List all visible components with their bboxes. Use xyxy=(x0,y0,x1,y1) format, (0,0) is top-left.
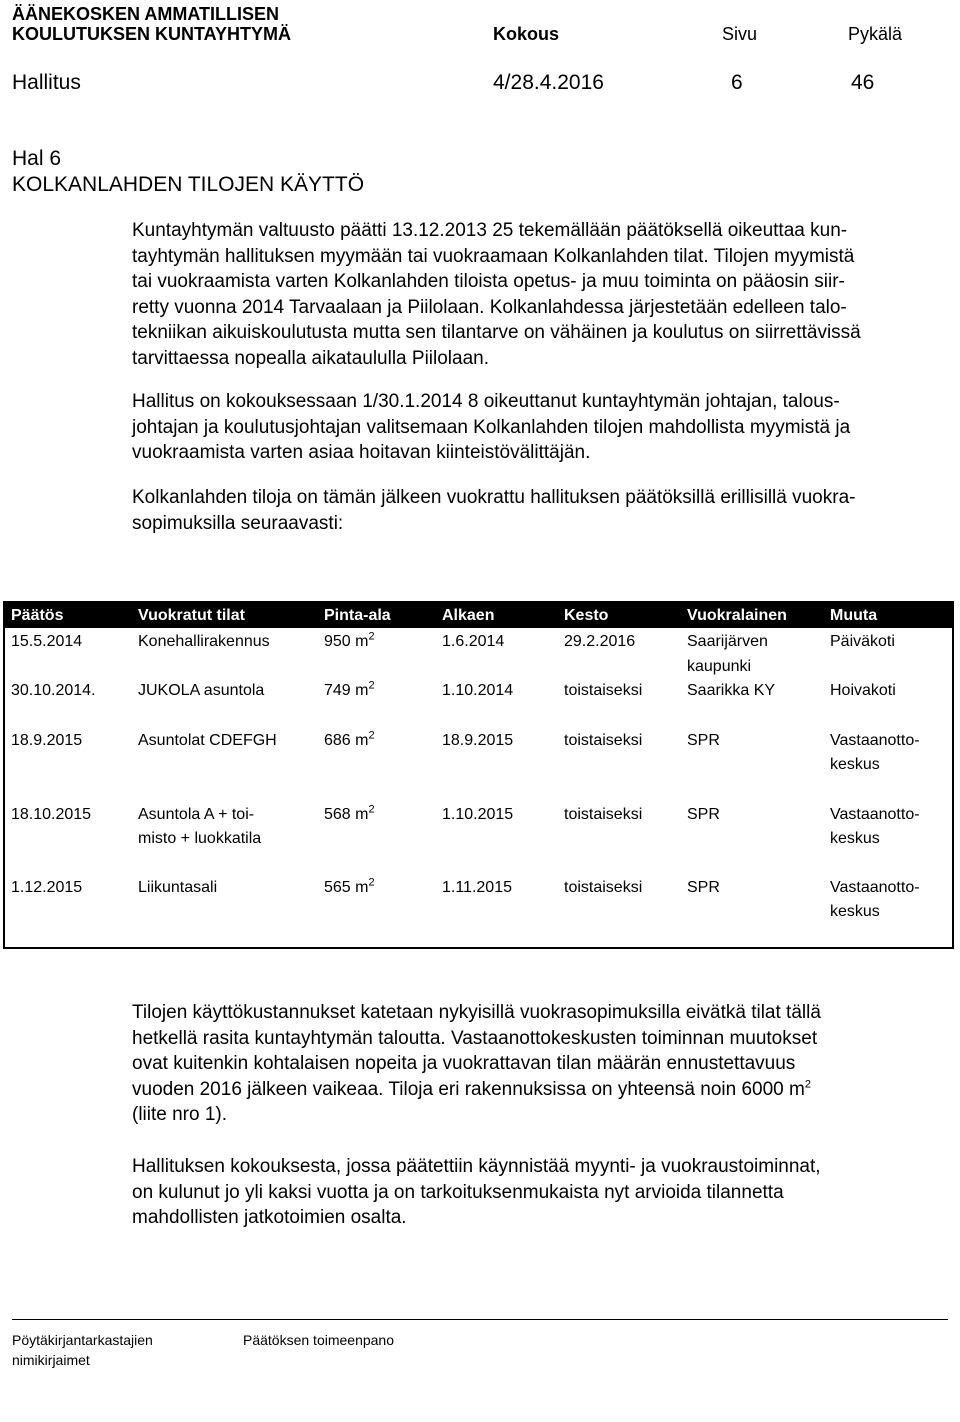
column-header-notes: Muuta xyxy=(830,607,878,624)
text-line: sopimuksilla seuraavasti: xyxy=(132,512,344,534)
column-header-area: Pinta-ala xyxy=(324,607,391,624)
paragraph-board-decision xyxy=(132,389,932,466)
text-line: Hallitus on kokouksessaan 1/30.1.2014 8 oikeuttanut kuntayhtymän johtajan, talous- xyxy=(132,391,840,412)
lease-table-header xyxy=(5,603,952,628)
cell-notes: keskus xyxy=(830,830,880,847)
column-header-start: Alkaen xyxy=(442,607,495,624)
cell-start: 1.6.2014 xyxy=(442,633,505,650)
cell-decision: 1.12.2015 xyxy=(11,879,83,896)
cell-tenant: SPR xyxy=(687,806,720,823)
page-column-label: Sivu xyxy=(722,24,758,44)
text-line: retty vuonna 2014 Tarvaalaan ja Piilolaan. Kolkanlahdessa järjestetään edelleen talo- xyxy=(132,296,847,318)
column-header-premises: Vuokratut tilat xyxy=(138,607,245,624)
text-line: vuoden 2016 jälkeen vaikeaa. Tiloja eri rakennuksissa on yhteensä noin 6000 $m^2$ xyxy=(132,1078,811,1100)
lease-table xyxy=(3,601,954,949)
column-header-duration: Kesto xyxy=(564,607,609,624)
text-line: hetkellä rasita kuntayhtymän taloutta. Vastaanottokeskusten toiminnan muutokset xyxy=(132,1027,818,1049)
cell-notes: Päiväkoti xyxy=(830,633,895,650)
text-line: tayhtymän hallituksen myymään tai vuokraamaan Kolkanlahden tilat. Tilojen myymistä xyxy=(132,245,855,267)
text-line: tekniikan aikuiskoulutusta mutta sen tilantarve on vähäinen ja koulutus on siirrettävissä xyxy=(132,322,861,343)
organization-name-line1: ÄÄNEKOSKEN AMMATILLISEN xyxy=(12,4,279,24)
cell-duration: 29.2.2016 xyxy=(564,633,636,650)
text-line: Tilojen käyttökustannukset katetaan nykyisillä vuokrasopimuksilla eivätkä tilat tällä xyxy=(132,1002,821,1023)
text-line: vuokraamista varten asiaa hoitavan kiinteistövälittäjän. xyxy=(132,442,591,463)
paragraph-lease-intro xyxy=(132,485,932,536)
organization-name-line2: KOULUTUKSEN KUNTAYHTYMÄ xyxy=(12,24,291,44)
section-number: 46 xyxy=(851,71,875,94)
section-column-label: Pykälä xyxy=(848,24,903,44)
text-line: johtajan ja koulutusjohtajan valitsemaan Kolkanlahden tilojen mahdollista myymistä ja xyxy=(132,416,851,438)
cell-premises: Konehallirakennus xyxy=(138,633,270,650)
cell-tenant: SPR xyxy=(687,732,720,749)
item-title: KOLKANLAHDEN TILOJEN KÄYTTÖ xyxy=(12,173,365,196)
paragraph-costs xyxy=(132,1000,932,1128)
cell-decision: 30.10.2014. xyxy=(11,682,96,699)
paragraph-council-decision xyxy=(132,218,932,371)
cell-premises: misto + luokkatila xyxy=(138,830,262,847)
item-number: Hal 6 xyxy=(12,147,62,170)
cell-area: 568 $m^2$ xyxy=(324,803,375,823)
cell-duration: toistaiseksi xyxy=(564,732,643,749)
cell-premises: JUKOLA asuntola xyxy=(138,682,265,699)
paragraph-assessment xyxy=(132,1154,932,1231)
page-number: 6 xyxy=(731,71,743,94)
footer-signers-label-line2: nimikirjaimet xyxy=(12,1352,90,1368)
text-line: on kulunut jo yli kaksi vuotta ja on tarkoituksenmukaista nyt arvioida tilannetta xyxy=(132,1181,784,1203)
footer-divider xyxy=(12,1319,948,1320)
text-line: Hallituksen kokouksesta, jossa päätettiin käynnistää myynti- ja vuokraustoiminnat, xyxy=(132,1156,821,1177)
text-line: ovat kuitenkin kohtalaisen nopeita ja vuokrattavan tilan määrän ennustettavuus xyxy=(132,1053,796,1074)
cell-start: 1.11.2015 xyxy=(442,879,512,896)
cell-area: 565 $m^2$ xyxy=(324,876,375,896)
cell-premises: Liikuntasali xyxy=(138,879,218,896)
meeting-number-date: 4/28.4.2016 xyxy=(493,71,604,94)
meeting-column-label: Kokous xyxy=(493,24,560,44)
cell-duration: toistaiseksi xyxy=(564,806,643,823)
footer-signers-label: Pöytäkirjantarkastajien xyxy=(12,1332,153,1348)
cell-notes: Vastaanotto- xyxy=(830,806,920,823)
cell-duration: toistaiseksi xyxy=(564,879,643,896)
cell-decision: 18.10.2015 xyxy=(11,806,92,823)
text-line: tai vuokraamista varten Kolkanlahden tiloista opetus- ja muu toiminta on pääosin siir- xyxy=(132,271,845,292)
cell-tenant: SPR xyxy=(687,879,720,896)
cell-start: 1.10.2014 xyxy=(442,682,514,699)
text-line: (liite nro 1). xyxy=(132,1104,228,1125)
cell-start: 18.9.2015 xyxy=(442,732,514,749)
column-header-decision: Päätös xyxy=(11,607,64,624)
text-line: tarvittaessa nopealla aikataululla Piilolaan. xyxy=(132,347,490,369)
cell-start: 1.10.2015 xyxy=(442,806,514,823)
cell-premises: Asuntolat CDEFGH xyxy=(138,732,277,749)
cell-notes: keskus xyxy=(830,756,880,773)
cell-tenant: kaupunki xyxy=(687,658,752,675)
cell-decision: 15.5.2014 xyxy=(11,633,83,650)
text-line: mahdollisten jatkotoimien osalta. xyxy=(132,1207,407,1228)
cell-tenant: Saarikka KY xyxy=(687,682,776,699)
cell-area: 749 $m^2$ xyxy=(324,679,375,699)
cell-notes: Vastaanotto- xyxy=(830,732,920,749)
cell-notes: Hoivakoti xyxy=(830,682,896,699)
cell-notes: Vastaanotto- xyxy=(830,879,920,896)
cell-notes: keskus xyxy=(830,903,880,920)
text-line: Kolkanlahden tiloja on tämän jälkeen vuokrattu hallituksen päätöksillä erillisillä vuokra- xyxy=(132,487,856,508)
column-header-tenant: Vuokralainen xyxy=(687,607,787,624)
cell-duration: toistaiseksi xyxy=(564,682,643,699)
cell-tenant: Saarijärven xyxy=(687,633,768,650)
cell-premises: Asuntola A + toi- xyxy=(138,806,255,823)
footer-enforcement-label: Päätöksen toimeenpano xyxy=(243,1332,394,1348)
governing-body: Hallitus xyxy=(12,71,81,94)
text-line: Kuntayhtymän valtuusto päätti 13.12.2013 25 tekemällään päätöksellä oikeuttaa kun- xyxy=(132,220,848,241)
cell-area: 950 $m^2$ xyxy=(324,630,375,650)
cell-decision: 18.9.2015 xyxy=(11,732,83,749)
cell-area: 686 $m^2$ xyxy=(324,729,375,749)
